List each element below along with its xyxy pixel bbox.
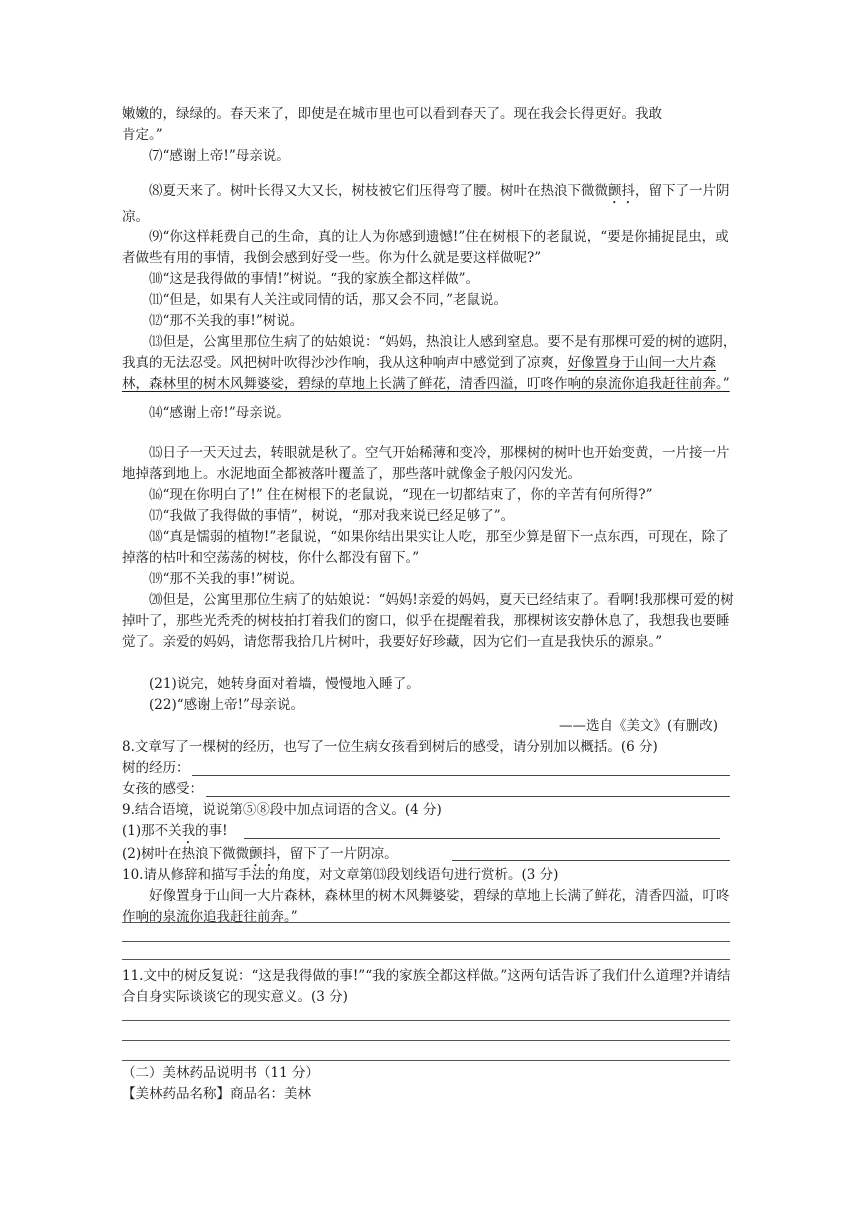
q10-answer-line[interactable]: [122, 959, 730, 960]
paragraph-12: ⑿“那不关我的事!”树说。: [149, 313, 304, 329]
paragraph-17: ⒄“我做了我得做的事情”，树说，“那对我来说已经足够了”。: [149, 508, 515, 524]
emphasized-word: 颤抖: [608, 183, 635, 199]
paragraph-22: (22)“感谢上帝!”母亲说。: [149, 697, 304, 713]
paragraph-9: ⑼“你这样耗费自己的生命，真的让人为你感到遗憾!”住在树根下的老鼠说，“要是你捕捉昆虫，或者做些有用的事情，我倒会感到好受一些。你为什么就是要这样做呢?”: [122, 229, 729, 266]
q10-answer-line[interactable]: [122, 941, 730, 942]
emphasized-word: 颤抖: [249, 846, 277, 862]
paragraph-16: ⒃“现在你明白了!” 住在树根下的老鼠说，“现在一切都结束了，你的辛苦有何所得?”: [149, 487, 653, 503]
paragraph-10: ⑽“这是我得做的事情!”树说。“我的家族全都这样做”。: [149, 271, 480, 287]
paragraph-7: ⑺“感谢上帝!”母亲说。: [149, 148, 290, 164]
paragraph-11: ⑾“但是，如果有人关注或同情的话，那又会不同，”老鼠说。: [149, 292, 508, 308]
q11-answer-line[interactable]: [122, 1060, 730, 1061]
section-2-drug-name: 【美林药品名称】商品名：美林: [122, 1086, 311, 1102]
paragraph-19: ⒆“那不关我的事!”树说。: [149, 571, 304, 587]
underlined-sentence: 好像置身于山间一大片森林，森林里的树木风舞婆娑，碧绿的草地上长满了鲜花，清香四溢，叮咚作响的泉流你追我赶往前奔。”: [122, 355, 730, 392]
paragraph-13: ⒀但是，公寓里那位生病了的姑娘说：“妈妈，热浪让人感到窒息。要不是有那棵可爱的树的遮阴，我真的无法忍受。风把树叶吹得沙沙作响，我从这种响声中感觉到了凉爽，好像置身于山间一大片森林，森林里的树木风舞婆娑，碧绿的草地上长满了鲜花，清香四溢，叮咚作响的泉流你追我赶往前奔。”: [122, 334, 737, 392]
intro-line-2: 肯定。”: [122, 127, 163, 143]
q10-answer-line[interactable]: [122, 922, 730, 923]
source-citation: ——选自《美文》(有删改): [558, 718, 718, 734]
paragraph-15: ⒂日子一天天过去，转眼就是秋了。空气开始稀薄和变冷，那棵树的树叶也开始变黄，一片接一片地掉落到地上。水泥地面全都被落叶覆盖了，那些落叶就像金子般闪闪发光。: [122, 445, 730, 482]
q8-tree-answer-line[interactable]: [192, 775, 730, 776]
q8-tree-label: 树的经历：: [122, 760, 190, 776]
q8-girl-answer-line[interactable]: [206, 796, 730, 797]
q11-answer-line[interactable]: [122, 1020, 730, 1021]
q11-answer-line[interactable]: [122, 1040, 730, 1041]
paragraph-20: ⒇但是，公寓里那位生病了的姑娘说：“妈妈!亲爱的妈妈，夏天已经结束了。看啊!我那棵可爱的树掉叶了，那些光秃秃的树枝拍打着我们的窗口，似乎在提醒着我，那棵树该安静休息了，我想我也要睡觉了。亲爱的妈妈，请您帮我拾几片树叶，我要好好珍藏，因为它们一直是我快乐的源泉。”: [122, 592, 734, 650]
paragraph-8: ⑻夏天来了。树叶长得又大又长，树枝被它们压得弯了腰。树叶在热浪下微微颤抖，留下了一片阴凉。: [122, 183, 730, 225]
paragraph-21: (21)说完，她转身面对着墙，慢慢地入睡了。: [149, 676, 420, 692]
emphasized-word: 我: [181, 823, 196, 839]
q9-part-2: (2)树叶在热浪下微微颤抖，留下了一片阴凉。: [122, 846, 398, 862]
question-8: 8.文章写了一棵树的经历，也写了一位生病女孩看到树后的感受，请分别加以概括。(6 分): [122, 739, 658, 755]
q9-part-2-answer-line[interactable]: [452, 860, 730, 861]
q9-part-1-answer-line[interactable]: [244, 838, 720, 839]
question-9: 9.结合语境，说说第⑤⑧段中加点词语的含义。(4 分): [122, 802, 442, 818]
q10-quoted-sentence: 好像置身于山间一大片森林，森林里的树木风舞婆娑，碧绿的草地上长满了鲜花，清香四溢，叮咚作响的泉流你追我赶往前奔。”: [122, 888, 730, 925]
paragraph-14: ⒁“感谢上帝!”母亲说。: [149, 405, 290, 421]
section-2-title: （二）美林药品说明书（11 分）: [122, 1065, 319, 1081]
intro-line-1: 嫩嫩的，绿绿的。春天来了，即使是在城市里也可以看到春天了。现在我会长得更好。我敢: [122, 106, 662, 122]
q9-part-1: (1)那不关我的事!: [122, 823, 228, 839]
question-11: 11.文中的树反复说：“这是我得做的事!”“我的家族全都这样做。”这两句话告诉了我们什么道理?并请结合自身实际谈谈它的现实意义。(3 分): [122, 968, 731, 1005]
question-10: 10.请从修辞和描写手法的角度，对文章第⒀段划线语句进行赏析。(3 分): [122, 867, 559, 883]
q8-girl-label: 女孩的感受：: [122, 781, 203, 797]
paragraph-18: ⒅“真是懦弱的植物!”老鼠说，“如果你结出果实让人吃，那至少算是留下一点东西，可现在，除了掉落的枯叶和空荡荡的树枝，你什么都没有留下。”: [122, 529, 729, 566]
